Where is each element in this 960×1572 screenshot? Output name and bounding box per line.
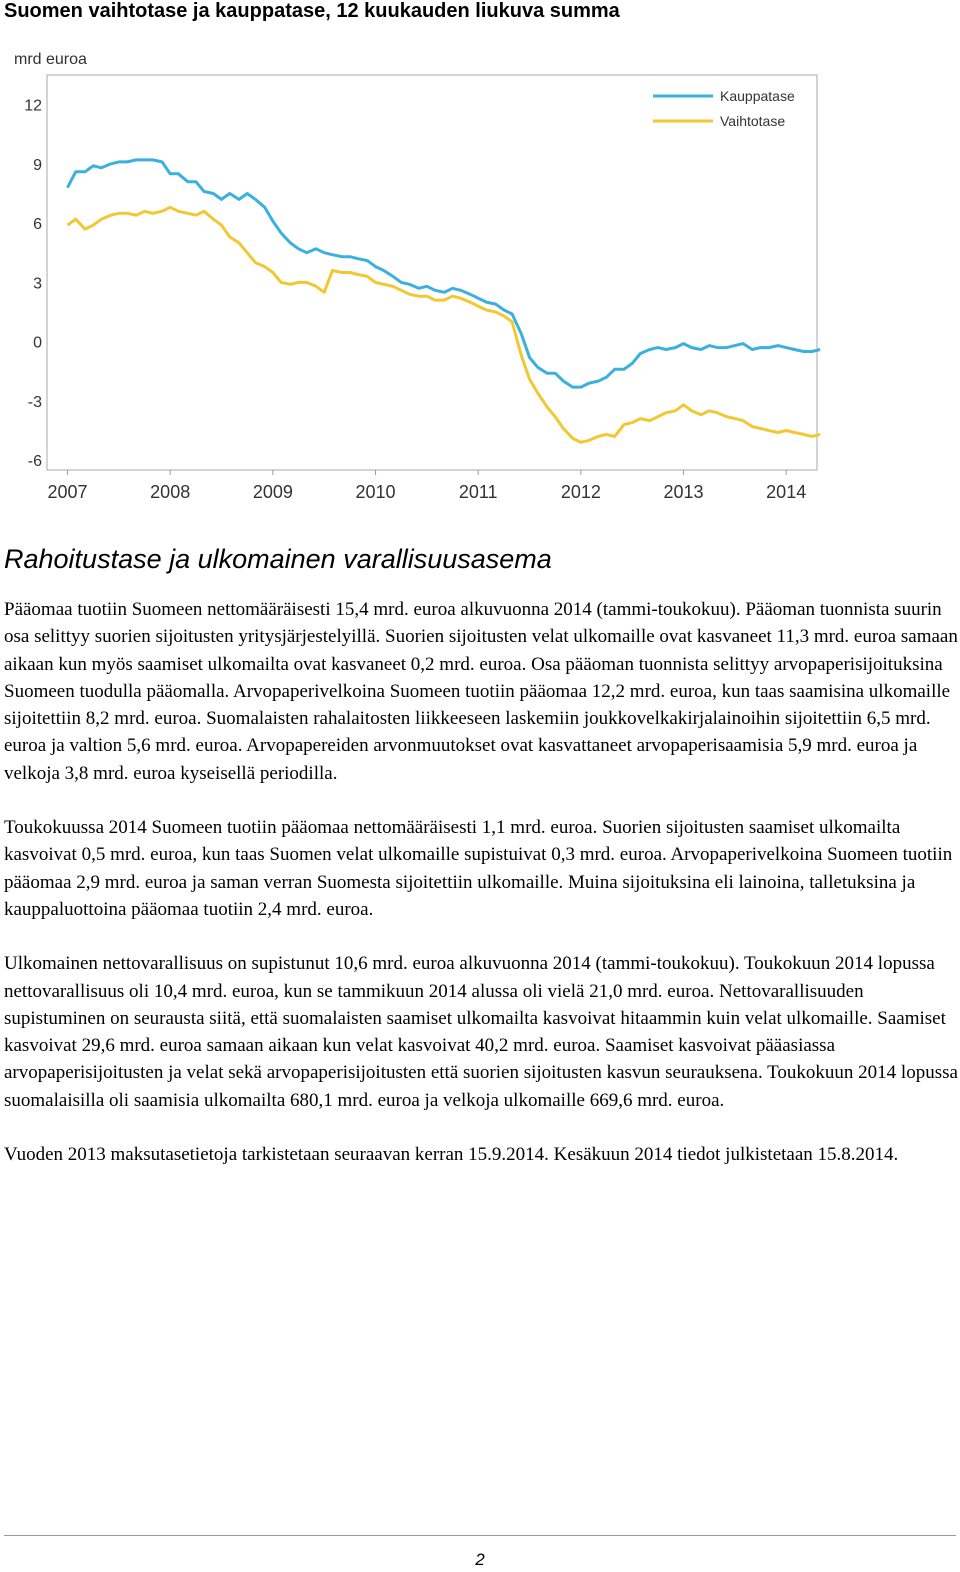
y-tick-label: 0 [33,334,42,352]
series-line-vaihtotase [68,207,821,442]
x-tick-label: 2009 [252,482,293,502]
paragraph-4: Vuoden 2013 maksutasetietoja tarkistetaan seuraavan kerran 15.9.2014. Kesäkuun 2014 tiedot julkistetaan 15.8.2014. [4,1144,899,1166]
legend-label-vaihtotase: Vaihtotase [720,113,786,129]
x-tick-label: 2014 [766,482,807,502]
y-tick-label: 6 [33,216,42,234]
y-tick-label: -6 [27,453,42,471]
y-tick-label: 12 [24,97,42,115]
x-tick-label: 2011 [458,482,498,502]
footer-divider [4,1535,956,1536]
paragraph-2: Toukokuussa 2014 Suomeen tuotiin pääomaa nettomääräisesti 1,1 mrd. euroa. Suorien sijoitusten saamiset ulkomailta kasvoivat 0,5 mrd. euroa, kun taas Suomen velat ulkomaille supistuivat 0,3 mrd. euroa. Arvopaperivelkoina Suomeen tuotiin pääomaa 2,9 mrd. euroa ja saman verran Suomesta sijoitettiin ulkomaille. Muina sijoituksina eli lainoina, talletuksina ja kauppaluottoina pääomaa tuotiin 2,4 mrd. euroa. [4,817,953,920]
legend-label-kauppatase: Kauppatase [720,88,795,104]
x-tick-label: 2008 [150,482,191,502]
paragraph-1: Pääomaa tuotiin Suomeen nettomääräisesti 15,4 mrd. euroa alkuvuonna 2014 (tammi-toukokuu). Pääoman tuonnista suurin osa selittyy suorien sijoitusten yritysjärjestelyillä. Suorien sijoitusten velat ulkomaille ovat kasvaneet 11,3 mrd. euroa samaan aikaan kun myös saamiset ulkomailta ovat kasvaneet 0,2 mrd. euroa. Osa pääoman tuonnista selittyy arvopaperisijoituksina Suomeen tuodulla pääomalla. Arvopaperivelkoina Suomeen tuotiin pääomaa 12,2 mrd. euroa, kun taas saamisina ulkomaille sijoitettiin 8,2 mrd. euroa. Suomalaisten rahalaitosten liikkeeseen laskemiin joukkovelkakirjalainoihin sijoitettiin 6,5 mrd. euroa ja valtion 5,6 mrd. euroa. Arvopapereiden arvonmuutokset ovat kasvattaneet arvopaperisaamisia 5,9 mrd. euroa ja velkoja 3,8 mrd. euroa kyseisellä periodilla. [4,599,958,784]
x-tick-label: 2013 [663,482,704,502]
y-tick-label: 3 [33,275,42,293]
x-tick-label: 2007 [47,482,88,502]
series-line-kauppatase [68,160,821,387]
line-chart [0,40,840,502]
plot-frame [47,75,817,470]
x-tick-label: 2012 [560,482,601,502]
y-tick-label: 9 [33,156,42,174]
x-tick-label: 2010 [355,482,396,502]
body-text [4,596,958,1195]
paragraph-3: Ulkomainen nettovarallisuus on supistunut 10,6 mrd. euroa alkuvuonna 2014 (tammi-toukokuu). Toukokuun 2014 lopussa nettovarallisuus oli 10,4 mrd. euroa, kun se tammikuun 2014 alussa oli vielä 21,0 mrd. euroa. Nettovarallisuuden supistuminen on seurausta siitä, että suomalaisten saamiset ulkomailta kasvoivat hitaammin kuin velat ulkomaille. Saamiset kasvoivat 29,6 mrd. euroa samaan aikaan kun velat kasvoivat 40,2 mrd. euroa. Saamiset kasvoivat pääasiassa arvopaperisijoitusten ja velat sekä arvopaperisijoitusten että suorien sijoitusten kasvun seurauksena. Toukokuun 2014 lopussa suomalaisilla oli saamisia ulkomailta 680,1 mrd. euroa ja velkoja ulkomaille 669,6 mrd. euroa. [4,953,958,1111]
section-heading: Rahoitustase ja ulkomainen varallisuusasema [4,544,552,574]
chart-title: Suomen vaihtotase ja kauppatase, 12 kuukauden liukuva summa [4,0,620,22]
page-number: 2 [475,1550,485,1569]
y-tick-label: -3 [27,393,42,411]
y-axis-label: mrd euroa [14,51,87,68]
